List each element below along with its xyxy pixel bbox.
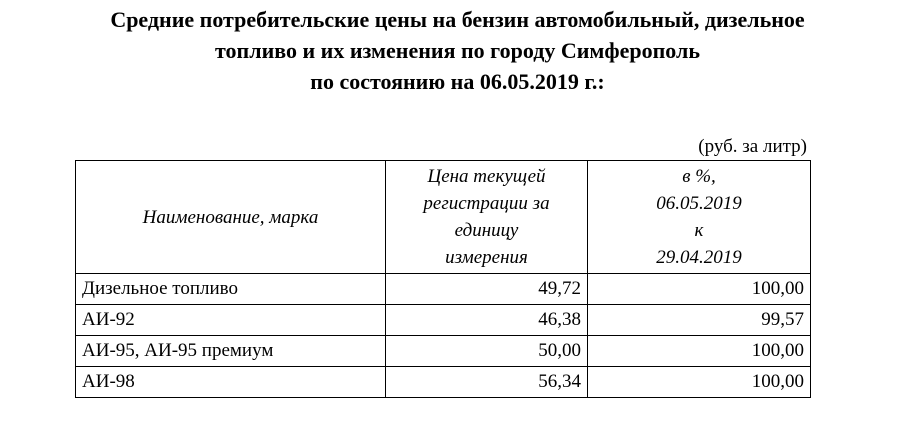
header-change-line-3: к xyxy=(694,220,704,241)
row-price: 50,00 xyxy=(386,336,588,367)
table-row xyxy=(76,336,811,367)
header-price-line-2: регистрации за xyxy=(423,193,550,214)
header-name-label: Наименование, марка xyxy=(142,206,319,228)
units-note: (руб. за литр) xyxy=(698,136,807,157)
table-row xyxy=(76,274,811,305)
row-price: 56,34 xyxy=(386,367,588,398)
header-price xyxy=(386,161,588,274)
header-price-line-1: Цена текущей xyxy=(427,166,546,187)
row-change: 99,57 xyxy=(588,305,811,336)
page-title xyxy=(0,4,915,97)
header-change-line-4: 29.04.2019 xyxy=(656,247,742,268)
table-row xyxy=(76,367,811,398)
header-name xyxy=(76,161,386,274)
header-change xyxy=(588,161,811,274)
title-line-2: топливо и их изменения по городу Симферополь xyxy=(215,38,700,63)
table-row xyxy=(76,305,811,336)
row-name: АИ-95, АИ-95 премиум xyxy=(76,336,386,367)
row-name: АИ-98 xyxy=(76,367,386,398)
row-name: Дизельное топливо xyxy=(76,274,386,305)
title-line-3: по состоянию на 06.05.2019 г.: xyxy=(310,69,605,94)
fuel-price-table xyxy=(75,160,811,398)
table-header-row xyxy=(76,161,811,274)
row-change: 100,00 xyxy=(588,274,811,305)
row-name: АИ-92 xyxy=(76,305,386,336)
header-price-line-4: измерения xyxy=(445,247,528,268)
title-line-1: Средние потребительские цены на бензин автомобильный, дизельное xyxy=(110,7,805,32)
row-change: 100,00 xyxy=(588,367,811,398)
row-price: 46,38 xyxy=(386,305,588,336)
header-price-line-3: единицу xyxy=(454,220,519,241)
header-change-line-1: в %, xyxy=(682,166,716,187)
row-price: 49,72 xyxy=(386,274,588,305)
header-change-line-2: 06.05.2019 xyxy=(656,193,742,214)
row-change: 100,00 xyxy=(588,336,811,367)
